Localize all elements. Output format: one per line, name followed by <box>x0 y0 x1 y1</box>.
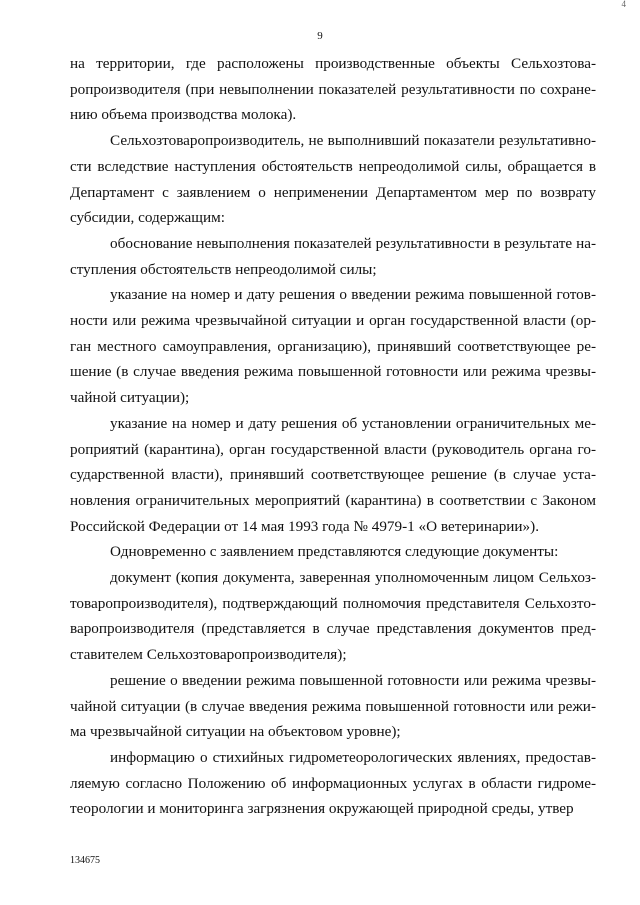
paragraph-emergency-regime: решение о введении режима повышенной готовности или режима чрезвычайной ситуации (в случае введения режима повышенной готовности или режима чрезвычайной ситуации на объектовом уровне); <box>70 671 596 741</box>
document-body <box>70 38 596 822</box>
paragraph-hydromet-info: информацию о стихийных гидрометеорологических явлениях, предоставляемую согласно Положению об информационных услугах в области гидрометеорологии и мониторинга загрязнения окружающей природной среды, утвер <box>70 748 596 818</box>
corner-mark: 4 <box>621 0 626 9</box>
paragraph-continuation: на территории, где расположены производственные объекты Сельхозтоваропроизводителя (при невыполнении показателей результативности по сохранению объема производства молока). <box>70 55 596 124</box>
paragraph-emergency-decision: указание на номер и дату решения о введении режима повышенной готовности или режима чрезвычайной ситуации и орган государственной власти (орган местного самоуправления, организацию), принявший соответствующее решение (в случае введения режима повышенной готовности или режима чрезвычайной ситуации); <box>70 286 596 407</box>
paragraph-authority-document: документ (копия документа, заверенная уполномоченным лицом Сельхозтоваропроизводителя), подтверждающий полномочия представителя Сельхозтоваропроизводителя (представляется в случае представления документов представителем Сельхозтоваропроизводителя); <box>70 569 596 664</box>
paragraph-quarantine-decision: указание на номер и дату решения об установлении ограничительных мероприятий (карантина), орган государственной власти (руководитель органа государственной власти), принявший соответствующее решение (в случае установления ограничительных мероприятий (карантина) в соответствии с Законом Российской Федерации от 14 мая 1993 года № 4979-1 «О ветеринарии»). <box>70 414 596 535</box>
paragraph-appeal: Сельхозтоваропроизводитель, не выполнивший показатели результативности вследствие наступления обстоятельств непреодолимой силы, обращается в Департамент с заявлением о неприменении Департаментом мер по возврату субсидии, содержащим: <box>70 132 596 227</box>
paragraph-justification: обоснование невыполнения показателей результативности в результате наступления обстоятельств непреодолимой силы; <box>70 234 596 278</box>
paragraph-documents-intro: Одновременно с заявлением представляются следующие документы: <box>110 543 559 561</box>
page-number: 9 <box>317 30 323 42</box>
document-code: 134675 <box>70 855 100 866</box>
